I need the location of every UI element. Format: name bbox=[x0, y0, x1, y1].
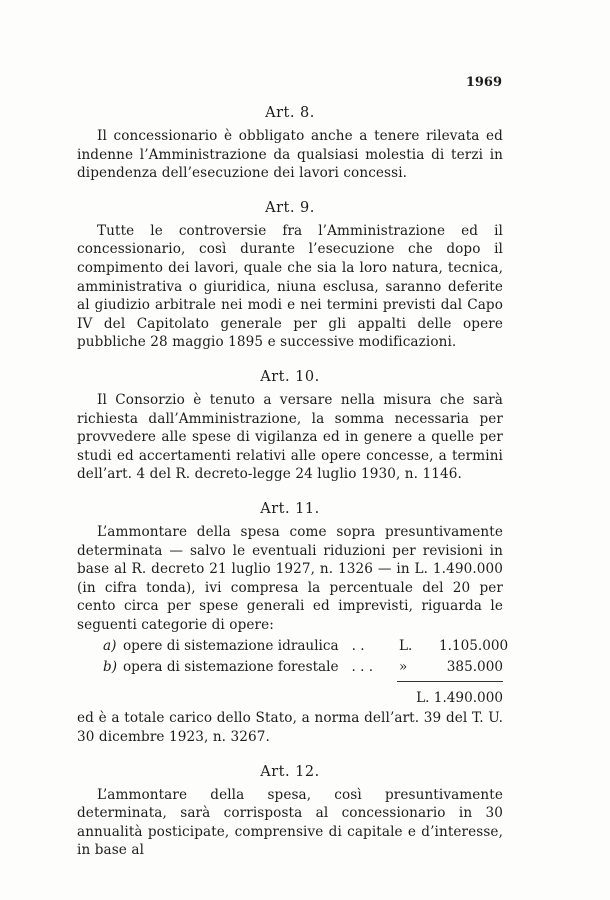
cost-line-dots: . . . bbox=[351, 659, 374, 676]
article-11-heading: Art. 11. bbox=[260, 500, 320, 517]
cost-line-amount: 385.000 bbox=[446, 659, 503, 676]
article-12-text: L’ammontare della spesa, così presuntivamente determinata, sarà corrisposta al concessionario in 30 annualità posticipate, comprensive di capitale e d’interesse, in base al bbox=[77, 786, 503, 859]
article-12-heading: Art. 12. bbox=[260, 763, 320, 780]
cost-line-amount: 1.105.000 bbox=[439, 638, 509, 655]
article-11-text: L’ammontare della spesa come sopra presuntivamente determinata — salvo le eventuali riduzioni per revisioni in base al R. decreto 21 luglio 1927, n. 1326 — in L. 1.490.000 (in cifra tonda), ivi compresa la percentuale del 20 per cento circa per spese generali ed imprevisti, riguarda le seguenti categorie di opere: bbox=[77, 523, 503, 633]
cost-line-dots: . . bbox=[351, 638, 365, 655]
sum-rule bbox=[397, 681, 503, 682]
page-body bbox=[77, 104, 509, 860]
cost-line-currency: L. bbox=[399, 638, 413, 655]
cost-line-currency: » bbox=[399, 659, 408, 676]
cost-line-a bbox=[103, 636, 509, 657]
page-number: 1969 bbox=[465, 75, 502, 90]
cost-line-text: opere di sistemazione idraulica bbox=[123, 638, 339, 655]
article-9-heading: Art. 9. bbox=[265, 199, 315, 216]
cost-line-label: b) bbox=[103, 659, 118, 676]
article-9-text: Tutte le controversie fra l’Amministrazione ed il concessionario, così durante l’esecuzione che dopo il compimento dei lavori, quale che sia la loro natura, tecnica, amministrativa o giuridica, niuna esclusa, saranno deferite al giudizio arbitrale nei modi e nei termini previsti dal Capo IV del Capitolato generale per gli appalti delle opere pubbliche 28 maggio 1895 e successive modificazioni. bbox=[77, 222, 503, 351]
article-11-closing: ed è a totale carico dello Stato, a norma dell’art. 39 del T. U. 30 dicembre 1923, n. 3267. bbox=[77, 710, 503, 746]
cost-breakdown bbox=[103, 636, 509, 678]
article-8-heading: Art. 8. bbox=[265, 105, 315, 121]
cost-line-label: a) bbox=[103, 638, 117, 655]
cost-line-b bbox=[103, 657, 503, 678]
article-8-text: Il concessionario è obbligato anche a tenere rilevata ed indenne l’Amministrazione da qualsiasi molestia di terzi in dipendenza dell’esecuzione dei lavori concessi. bbox=[77, 128, 503, 182]
article-10-heading: Art. 10. bbox=[260, 368, 320, 385]
cost-total: L. 1.490.000 bbox=[416, 690, 503, 707]
article-10-text: Il Consorzio è tenuto a versare nella misura che sarà richiesta dall’Amministrazione, la somma necessaria per provvedere alle spese di vigilanza ed in genere a quelle per studi ed accertamenti relativi alle opere concesse, a termini dell’art. 4 del R. decreto-legge 24 luglio 1930, n. 1146. bbox=[77, 391, 503, 483]
cost-line-text: opera di sistemazione forestale bbox=[123, 659, 339, 676]
